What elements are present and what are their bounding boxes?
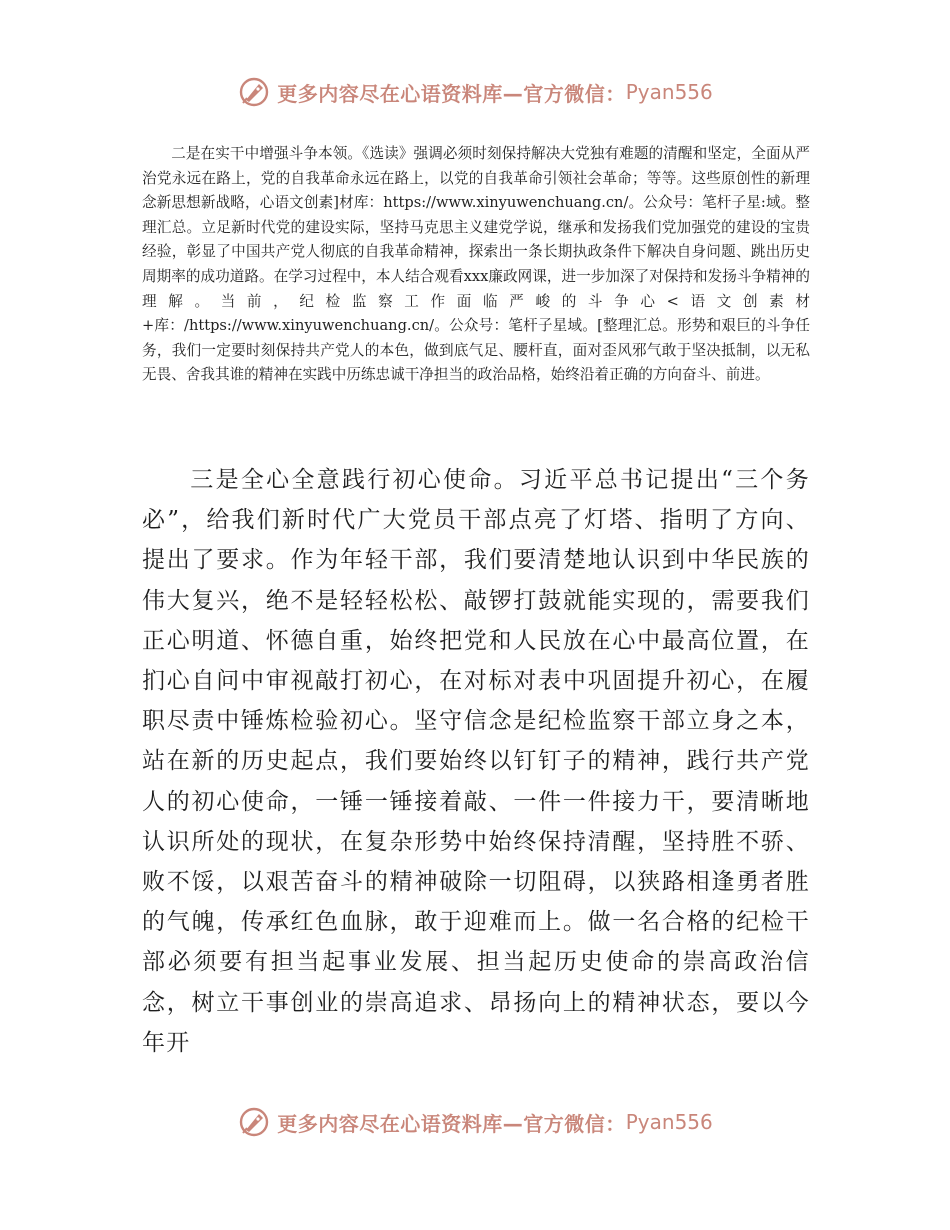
banner-text: 更多内容尽在心语资料库—官方微信： <box>277 1111 626 1136</box>
footer-banner <box>0 1102 950 1142</box>
paragraph-second: 二是在实干中增强斗争本领。《选读》强调必须时刻保持解决大党独有难题的清醒和坚定，全面从严治党永远在路上，党的自我革命永远在路上，以党的自我革命引领社会革命；等等。这些原创性的新理念新思想新战略，心语文创素]材库：https://www.xinyuwenchuang.cn/。公众号：笔杆子星:域。整理汇总。立足新时代党的建设实际，坚持马克思主义建党学说，继承和发扬我们党加强党的建设的宝贵经验，彰显了中国共产党人彻底的自我革命精神，探索出一条长期执政条件下解决自身问题、跳出历史周期率的成功道路。在学习过程中，本人结合观看xxx廉政网课，进一步加深了对保持和发扬斗争精神的理解。当前，纪检监察工作面临严峻的斗争心<语文创素材+库：/https://www.xinyuwenchuang.cn/。公众号：笔杆子星域。[整理汇总。形势和艰巨的斗争任务，我们一定要时刻保持共产党人的本色，做到底气足、腰杆直，面对歪风邪气敢于坚决抵制，以无私无畏、舍我其谁的精神在实践中历练忠诚干净担当的政治品格，始终沿着正确的方向奋斗、前进。 <box>142 145 810 384</box>
pen-nib-logo-icon <box>237 75 271 109</box>
paragraph-third: 三是全心全意践行初心使命。习近平总书记提出“三个务必”，给我们新时代广大党员干部点亮了灯塔、指明了方向、提出了要求。作为年轻干部，我们要清楚地认识到中华民族的伟大复兴，绝不是轻轻松松、敲锣打鼓就能实现的，需要我们正心明道、怀德自重，始终把党和人民放在心中最高位置，在扪心自问中审视敲打初心，在对标对表中巩固提升初心，在履职尽责中锤炼检验初心。坚守信念是纪检监察干部立身之本，站在新的历史起点，我们要始终以钉钉子的精神，践行共产党人的初心使命，一锤一锤接着敲、一件一件接力干，要清晰地认识所处的现状，在复杂形势中始终保持清醒，坚持胜不骄、败不馁，以艰苦奋斗的精神破除一切阻碍，以狭路相逢勇者胜的气魄，传承红色血脉，敢于迎难而上。做一名合格的纪检干部必须要有担当起事业发展、担当起历史使命的崇高政治信念，树立干事创业的崇高追求、昂扬向上的精神状态，要以今年开 <box>142 467 810 1056</box>
wechat-id: Pyan556 <box>625 1110 713 1134</box>
wechat-id: Pyan556 <box>625 80 713 104</box>
banner-text: 更多内容尽在心语资料库—官方微信： <box>277 81 626 106</box>
header-banner <box>0 72 950 112</box>
pen-nib-logo-icon <box>237 1105 271 1139</box>
